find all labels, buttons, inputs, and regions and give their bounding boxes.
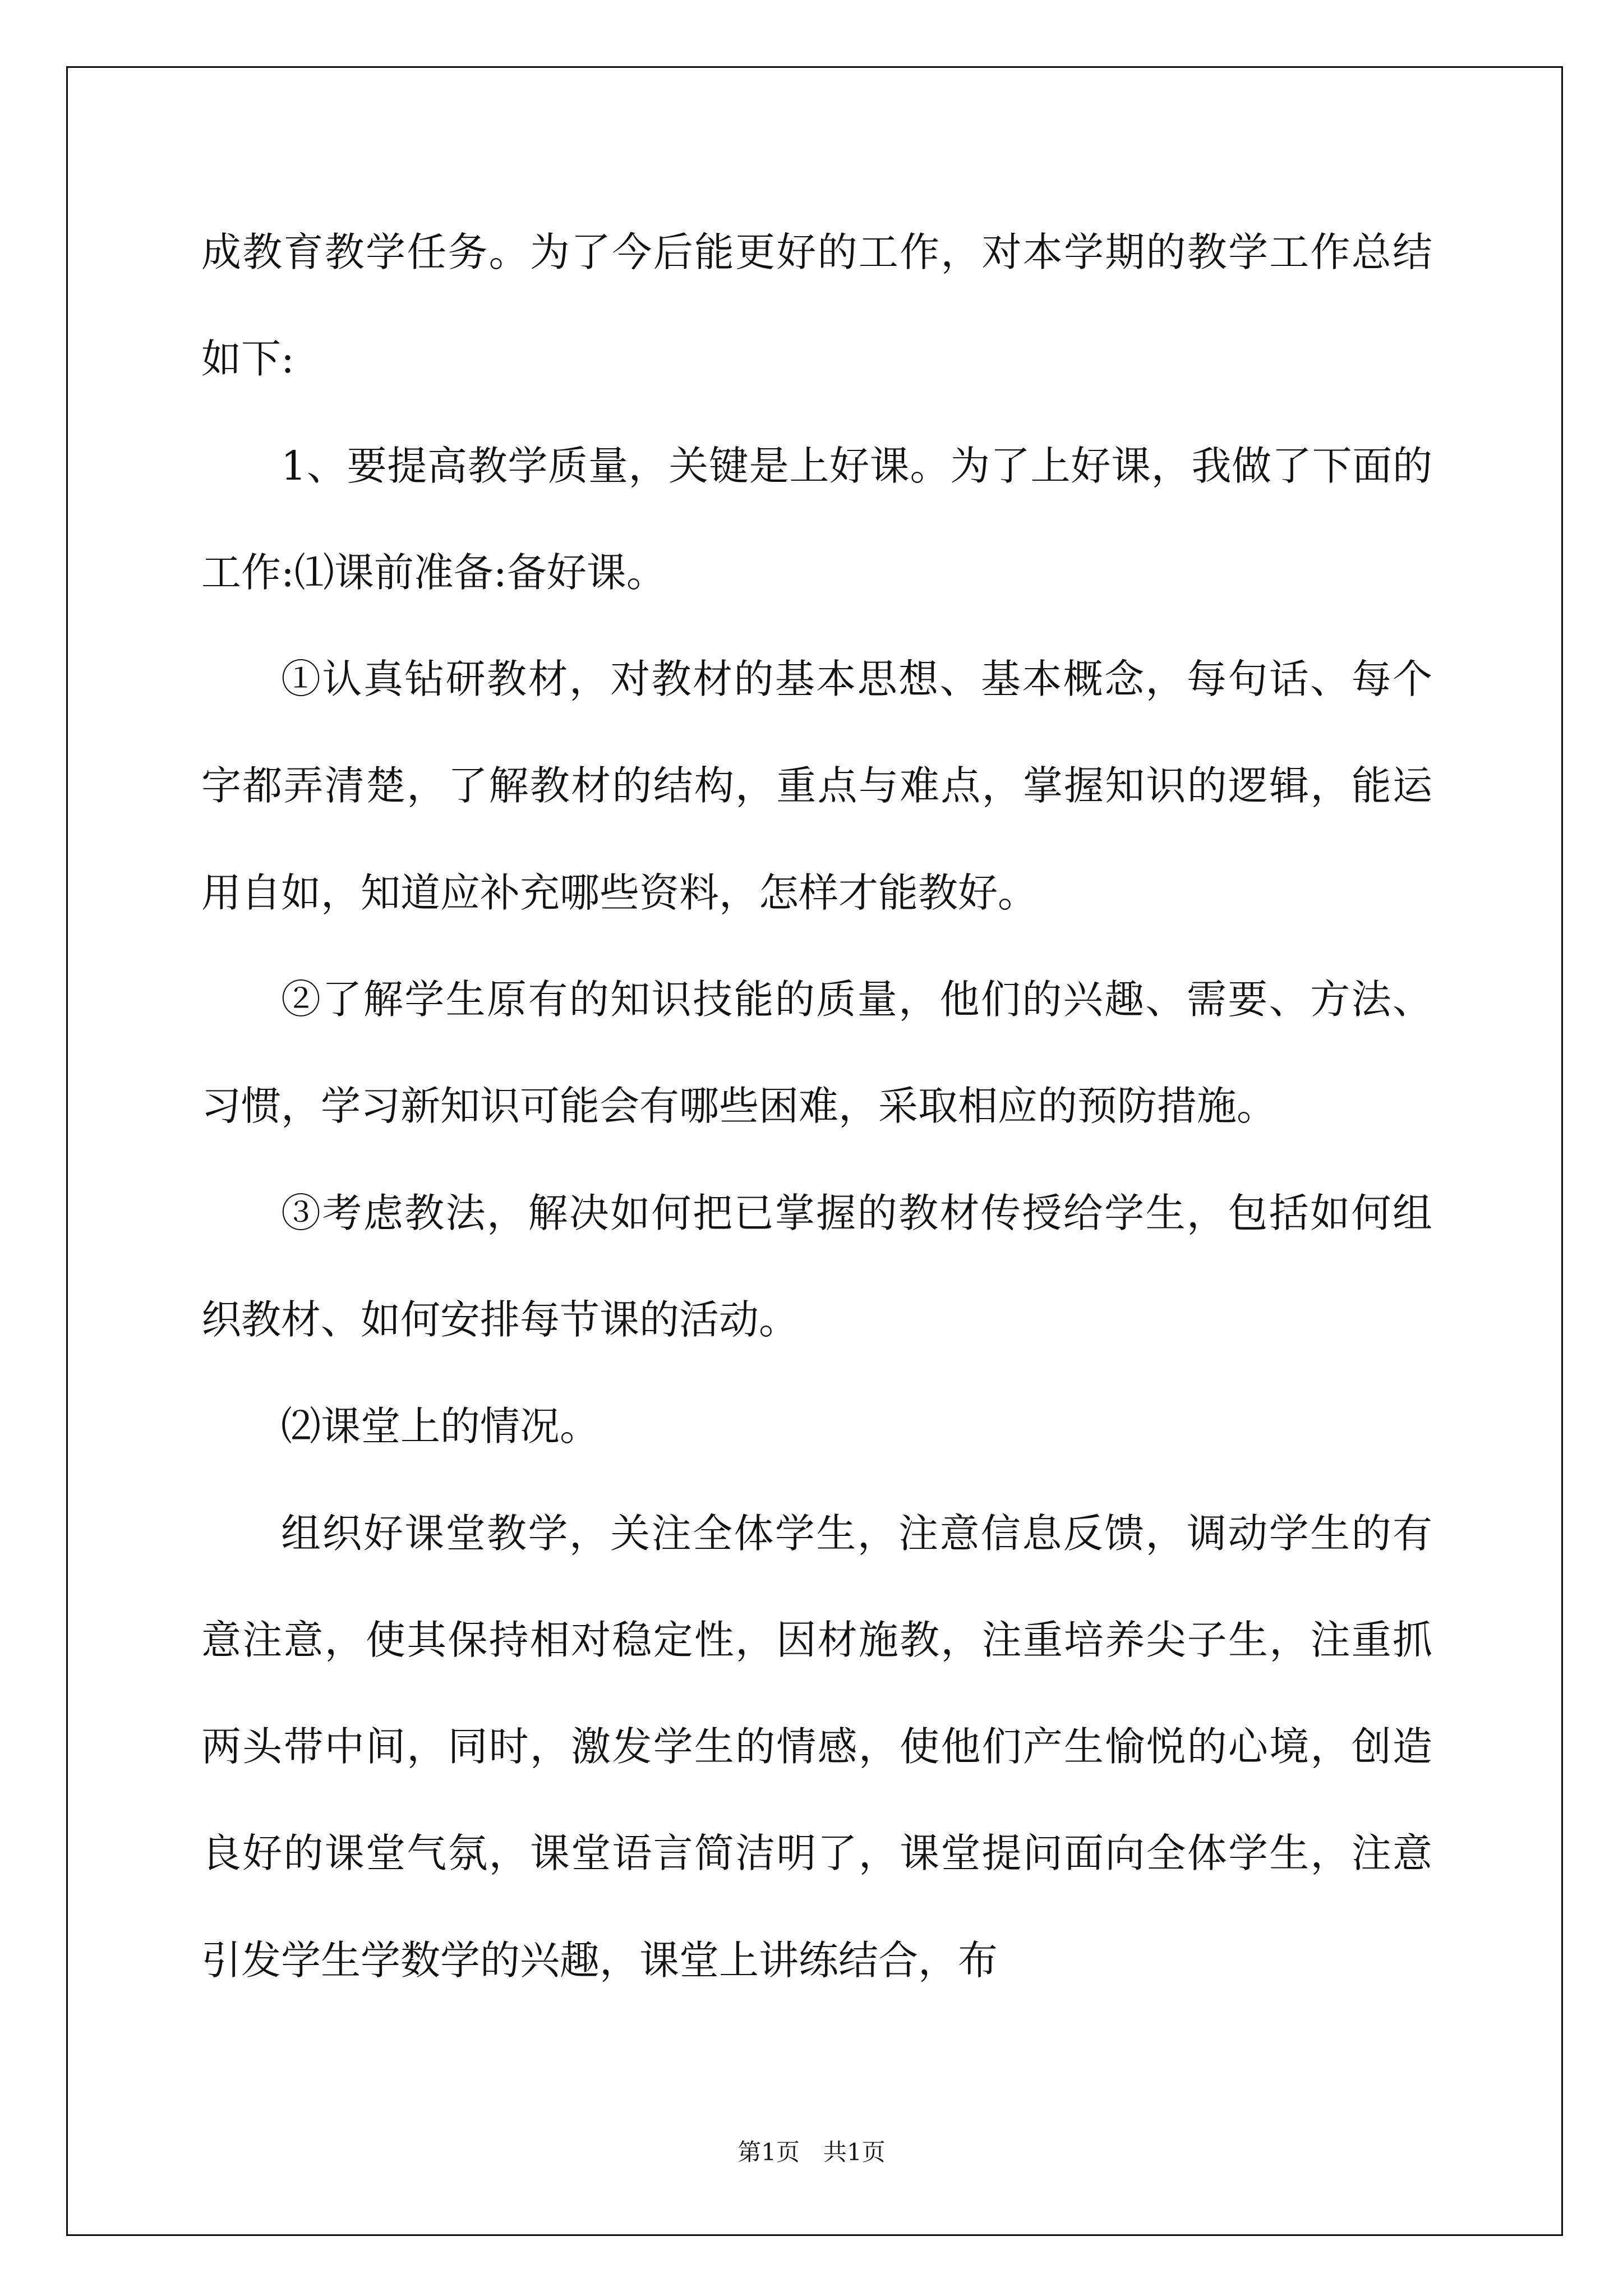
text-line: ③考虑教法，解决如何把已掌握的教材传授给学生，包括如何组 — [281, 1189, 1432, 1236]
text-line: 成教育教学任务。为了今后能更好的工作，对本学期的教学工作总结 — [201, 229, 1432, 275]
text-line: 用自如，知道应补充哪些资料，怎样才能教好。 — [201, 869, 1038, 916]
text-line: 组织好课堂教学，关注全体学生，注意信息反馈，调动学生的有 — [281, 1510, 1432, 1557]
text-line: 1、要提高教学质量，关键是上好课。为了上好课，我做了下面的 — [281, 442, 1432, 489]
text-line: 引发学生学数学的兴趣，课堂上讲练结合，布 — [201, 1936, 998, 1984]
text-line: 织教材、如何安排每节课的活动。 — [201, 1296, 799, 1343]
text-line: 工作:⑴课前准备:备好课。 — [201, 549, 666, 596]
page-number-total: 共1页 — [823, 2138, 886, 2166]
text-line: ②了解学生原有的知识技能的质量，他们的兴趣、需要、方法、 — [281, 976, 1432, 1023]
page-footer — [0, 2138, 1623, 2166]
text-line: 良好的课堂气氛，课堂语言简洁明了，课堂提问面向全体学生，注意 — [201, 1830, 1432, 1877]
text-line: 字都弄清楚，了解教材的结构，重点与难点，掌握知识的逻辑，能运 — [201, 762, 1432, 809]
text-line: 意注意，使其保持相对稳定性，因材施教，注重培养尖子生，注重抓 — [201, 1616, 1432, 1663]
page-number-current: 第1页 — [737, 2138, 800, 2166]
text-line: ①认真钻研教材，对教材的基本思想、基本概念，每句话、每个 — [281, 656, 1432, 703]
document-body — [201, 199, 1432, 2014]
text-line: 如下: — [201, 335, 294, 383]
text-line: 两头带中间，同时，激发学生的情感，使他们产生愉悦的心境，创造 — [201, 1723, 1432, 1770]
text-line: 习惯，学习新知识可能会有哪些困难，采取相应的预防措施。 — [201, 1083, 1277, 1130]
text-line: ⑵课堂上的情况。 — [281, 1403, 600, 1450]
